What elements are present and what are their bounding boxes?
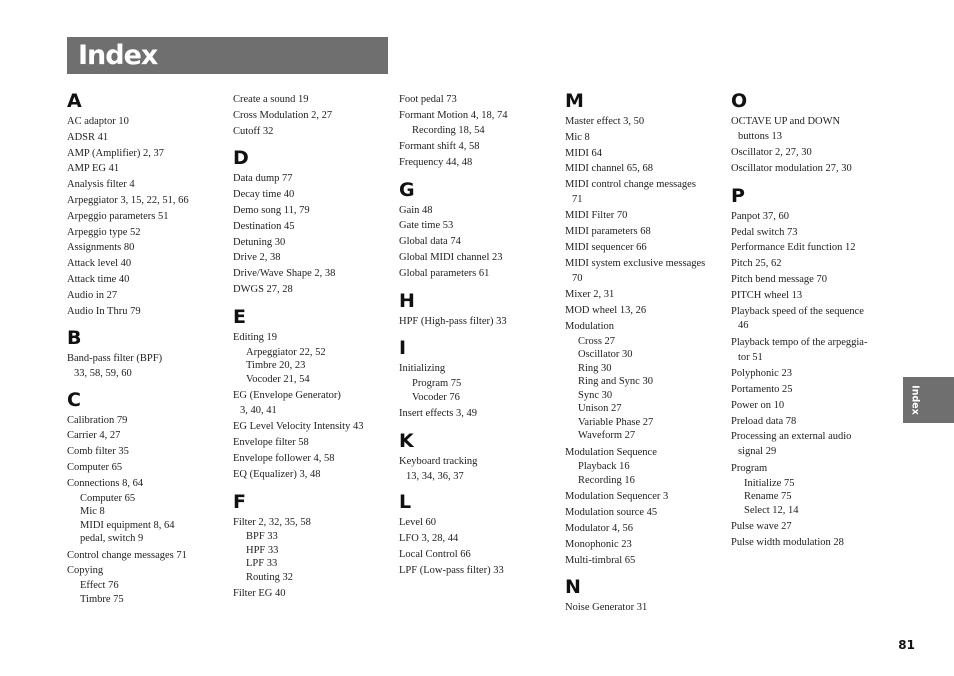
index-subentry: Effect 76 (80, 580, 119, 592)
index-entry: Initializing (399, 363, 446, 375)
index-subentry: Computer 65 (80, 492, 136, 504)
index-entry: signal 29 (738, 446, 777, 458)
index-subentry: Vocoder 76 (412, 391, 460, 403)
index-entry: 46 (738, 320, 749, 332)
index-subentry: Ring and Sync 30 (578, 376, 653, 388)
index-entry: Decay time 40 (233, 189, 295, 201)
index-entry: Gain 48 (399, 204, 433, 216)
index-entry: Pulse wave 27 (731, 521, 792, 533)
index-entry: Oscillator modulation 27, 30 (731, 163, 852, 175)
index-entry: EG (Envelope Generator) (233, 390, 341, 402)
index-entry: Portamento 25 (731, 384, 793, 396)
index-entry: Modulation Sequence (565, 446, 657, 458)
index-entry: Create a sound 19 (233, 94, 309, 105)
index-subentry: Routing 32 (246, 571, 293, 583)
index-subentry: BPF 33 (246, 531, 278, 543)
index-subentry: Initialize 75 (744, 477, 795, 489)
index-letter-heading: L (399, 491, 412, 514)
index-entry: EQ (Equalizer) 3, 48 (233, 468, 321, 480)
index-entry: Pulse width modulation 28 (731, 536, 844, 548)
index-entry: Modulator 4, 56 (565, 522, 633, 534)
index-subentry: MIDI equipment 8, 64 (80, 519, 175, 531)
index-entry: buttons 13 (738, 130, 783, 142)
index-column-3 (399, 92, 559, 579)
index-entry: EG Level Velocity Intensity 43 (233, 421, 364, 433)
index-entry: Processing an external audio (731, 431, 852, 443)
index-entry: Control change messages 71 (67, 549, 187, 561)
index-entry: Formant Motion 4, 18, 74 (399, 109, 508, 121)
index-entry: Oscillator 2, 27, 30 (731, 147, 812, 159)
index-subentry: Arpeggiator 22, 52 (246, 346, 326, 358)
index-entry: OCTAVE UP and DOWN (731, 116, 841, 127)
index-subentry: Cross 27 (578, 335, 616, 347)
index-entry: Pedal switch 73 (731, 226, 798, 238)
index-column-1 (67, 92, 227, 606)
index-letter-heading: F (233, 490, 246, 513)
index-entry: Arpeggio parameters 51 (67, 210, 169, 222)
index-entry: Arpeggio type 52 (67, 226, 141, 238)
index-entry: Comb filter 35 (67, 446, 129, 458)
index-entry: Drive/Wave Shape 2, 38 (233, 268, 336, 280)
index-column-4 (565, 92, 725, 616)
index-entry: LPF (Low-pass filter) 33 (399, 564, 504, 576)
index-entry: Filter 2, 32, 35, 58 (233, 516, 311, 528)
index-subentry: Unison 27 (578, 403, 622, 415)
index-entry: Insert effects 3, 49 (399, 408, 477, 420)
index-letter-heading: A (67, 90, 82, 112)
index-entry: Program (731, 462, 768, 474)
index-entry: Pitch bend message 70 (731, 274, 827, 286)
index-entry: Assignments 80 (67, 242, 135, 254)
index-entry: Modulation source 45 (565, 507, 658, 519)
index-letter-heading: B (67, 327, 82, 350)
index-entry: 3, 40, 41 (240, 404, 277, 416)
page-title: Index (78, 40, 158, 71)
index-entry: Multi-timbral 65 (565, 554, 636, 566)
title-bar (67, 37, 388, 74)
index-subentry: Rename 75 (744, 491, 792, 503)
index-entry: HPF (High-pass filter) 33 (399, 315, 507, 327)
index-entry: Global parameters 61 (399, 267, 490, 279)
index-entry: AC adaptor 10 (67, 116, 129, 127)
index-entry: Audio in 27 (67, 289, 118, 301)
index-subentry: Select 12, 14 (744, 504, 799, 516)
index-subentry: Timbre 20, 23 (246, 360, 306, 372)
index-entry: Cross Modulation 2, 27 (233, 109, 333, 121)
index-subentry: Mic 8 (80, 506, 105, 518)
index-subentry: Playback 16 (578, 461, 630, 473)
index-entry: Connections 8, 64 (67, 477, 144, 489)
index-subentry: Sync 30 (578, 389, 613, 401)
index-entry: Keyboard tracking (399, 456, 478, 468)
index-entry: Drive 2, 38 (233, 252, 281, 264)
index-letter-heading: H (399, 289, 415, 312)
index-entry: Destination 45 (233, 220, 295, 232)
index-entry: 33, 58, 59, 60 (74, 368, 132, 380)
index-entry: Mic 8 (565, 131, 590, 143)
index-entry: LFO 3, 28, 44 (399, 533, 459, 545)
index-letter-heading: G (399, 178, 415, 201)
index-entry: Band-pass filter (BPF) (67, 353, 163, 365)
index-entry: Performance Edit function 12 (731, 242, 856, 254)
index-entry: AMP EG 41 (67, 163, 120, 175)
index-entry: Pitch 25, 62 (731, 258, 782, 270)
index-entry: Filter EG 40 (233, 588, 286, 600)
index-entry: Computer 65 (67, 462, 123, 474)
index-subentry: Recording 16 (578, 474, 635, 486)
index-entry: MIDI parameters 68 (565, 226, 651, 238)
index-letter-heading: D (233, 147, 249, 170)
index-entry: Global data 74 (399, 236, 461, 248)
index-letter-heading: E (233, 305, 246, 328)
section-side-tab (903, 377, 954, 423)
index-entry: Data dump 77 (233, 173, 293, 185)
index-entry: Playback tempo of the arpeggia- (731, 336, 868, 348)
index-entry: MIDI 64 (565, 147, 603, 159)
index-entry: Frequency 44, 48 (399, 156, 473, 168)
index-entry: Envelope follower 4, 58 (233, 452, 335, 464)
index-entry: MIDI control change messages (565, 179, 696, 191)
index-subentry: Timbre 75 (80, 593, 124, 605)
index-entry: Attack time 40 (67, 273, 130, 285)
side-tab-label: Index (909, 385, 921, 415)
index-letter-heading: O (731, 90, 748, 112)
index-entry: 13, 34, 36, 37 (406, 470, 464, 482)
index-subentry: Recording 18, 54 (412, 124, 485, 136)
index-column-2 (233, 92, 393, 602)
index-subentry: HPF 33 (246, 544, 279, 556)
index-letter-heading: C (67, 388, 81, 411)
index-subentry: Oscillator 30 (578, 349, 633, 361)
index-entry: Master effect 3, 50 (565, 116, 645, 127)
index-letter-heading: N (565, 576, 581, 599)
index-entry: Polyphonic 23 (731, 368, 792, 380)
index-subentry: Vocoder 21, 54 (246, 373, 310, 385)
index-entry: Demo song 11, 79 (233, 204, 310, 216)
index-entry: Foot pedal 73 (399, 94, 457, 105)
index-subentry: Variable Phase 27 (578, 416, 654, 428)
index-entry: Detuning 30 (233, 236, 286, 248)
index-entry: Noise Generator 31 (565, 602, 648, 614)
index-subentry: pedal, switch 9 (80, 533, 144, 545)
index-letter-heading: K (399, 430, 414, 453)
index-entry: Local Control 66 (399, 548, 471, 560)
index-entry: Envelope filter 58 (233, 437, 309, 449)
index-entry: Mixer 2, 31 (565, 289, 615, 301)
index-entry: PITCH wheel 13 (731, 289, 803, 301)
index-entry: Preload data 78 (731, 415, 797, 427)
index-entry: Gate time 53 (399, 220, 454, 232)
index-letter-heading: M (565, 90, 584, 112)
index-entry: 71 (572, 193, 583, 205)
index-entry: AMP (Amplifier) 2, 37 (67, 147, 165, 159)
index-entry: Copying (67, 565, 104, 577)
index-subentry: Ring 30 (578, 362, 612, 374)
index-entry: Cutoff 32 (233, 125, 274, 137)
index-entry: Formant shift 4, 58 (399, 141, 480, 153)
index-entry: Playback speed of the sequence (731, 305, 864, 317)
index-entry: Calibration 79 (67, 414, 128, 426)
index-entry: Audio In Thru 79 (67, 305, 141, 317)
index-entry: Attack level 40 (67, 258, 132, 270)
index-subentry: Program 75 (412, 378, 462, 390)
index-entry: 70 (572, 272, 583, 284)
index-entry: MOD wheel 13, 26 (565, 304, 647, 316)
page-number: 81 (898, 638, 915, 652)
index-entry: Level 60 (399, 517, 437, 529)
index-entry: Modulation (565, 320, 614, 332)
index-entry: MIDI Filter 70 (565, 210, 628, 222)
index-entry: tor 51 (738, 351, 763, 363)
index-subentry: Waveform 27 (578, 430, 636, 442)
index-entry: MIDI channel 65, 68 (565, 163, 654, 175)
index-entry: Panpot 37, 60 (731, 210, 790, 222)
index-entry: MIDI system exclusive messages (565, 257, 706, 269)
index-entry: Carrier 4, 27 (67, 430, 121, 442)
index-entry: Monophonic 23 (565, 538, 632, 550)
index-letter-heading: P (731, 184, 745, 207)
index-entry: Global MIDI channel 23 (399, 252, 503, 264)
index-entry: MIDI sequencer 66 (565, 242, 647, 254)
index-letter-heading: I (399, 337, 407, 360)
index-subentry: LPF 33 (246, 558, 278, 570)
index-entry: Editing 19 (233, 331, 278, 343)
index-entry: ADSR 41 (67, 131, 109, 143)
index-entry: Arpeggiator 3, 15, 22, 51, 66 (67, 194, 189, 206)
index-entry: Modulation Sequencer 3 (565, 491, 669, 503)
index-entry: Power on 10 (731, 399, 785, 411)
index-entry: Analysis filter 4 (67, 179, 135, 191)
index-entry: DWGS 27, 28 (233, 283, 293, 295)
index-column-5 (731, 92, 891, 551)
